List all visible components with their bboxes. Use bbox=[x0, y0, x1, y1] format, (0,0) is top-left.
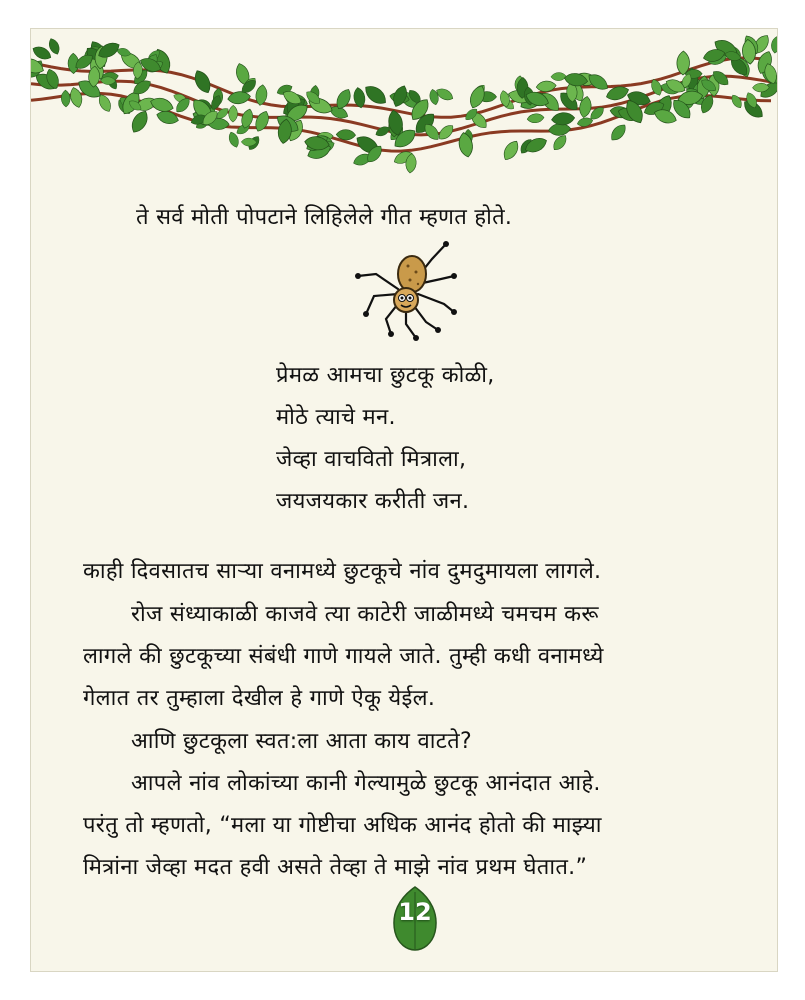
poem-line-2: मोठे त्याचे मन. bbox=[276, 405, 396, 430]
body-line-6: आपले नांव लोकांच्या कानी गेल्यामुळे छुटकू आनंदात आहे. bbox=[131, 771, 601, 796]
page-number-badge bbox=[389, 884, 441, 954]
body-line-7: परंतु तो म्हणतो, “मला या गोष्टीचा अधिक आनंद होतो की माझ्या bbox=[83, 813, 602, 838]
body-line-8: मित्रांना जेव्हा मदत हवी असते तेव्हा ते माझे नांव प्रथम घेतात.” bbox=[83, 855, 588, 880]
spider-illustration bbox=[346, 234, 466, 344]
poem-line-1: प्रेमळ आमचा छुटकू कोळी, bbox=[276, 363, 495, 388]
body-line-1: काही दिवसातच साऱ्या वनामध्ये छुटकूचे नांव दुमदुमायला लागले. bbox=[83, 559, 602, 584]
body-line-4: गेलात तर तुम्हाला देखील हे गाणे ऐकू येईल. bbox=[83, 686, 436, 711]
vine-border-illustration bbox=[31, 29, 777, 209]
body-line-2: रोज संध्याकाळी काजवे त्या काटेरी जाळीमध्ये चमचम करू bbox=[131, 602, 599, 627]
page-number: 12 bbox=[398, 898, 432, 926]
body-line-5: आणि छुटकूला स्वत:ला आता काय वाटते? bbox=[131, 729, 472, 754]
body-line-3: लागले की छुटकूच्या संबंधी गाणे गायले जाते. तुम्ही कधी वनामध्ये bbox=[83, 644, 604, 669]
story-page bbox=[30, 28, 778, 972]
intro-line: ते सर्व मोती पोपटाने लिहिलेले गीत म्हणत होते. bbox=[136, 205, 513, 230]
poem-line-4: जयजयकार करीती जन. bbox=[276, 489, 470, 514]
poem-line-3: जेव्हा वाचवितो मित्राला, bbox=[276, 447, 467, 472]
